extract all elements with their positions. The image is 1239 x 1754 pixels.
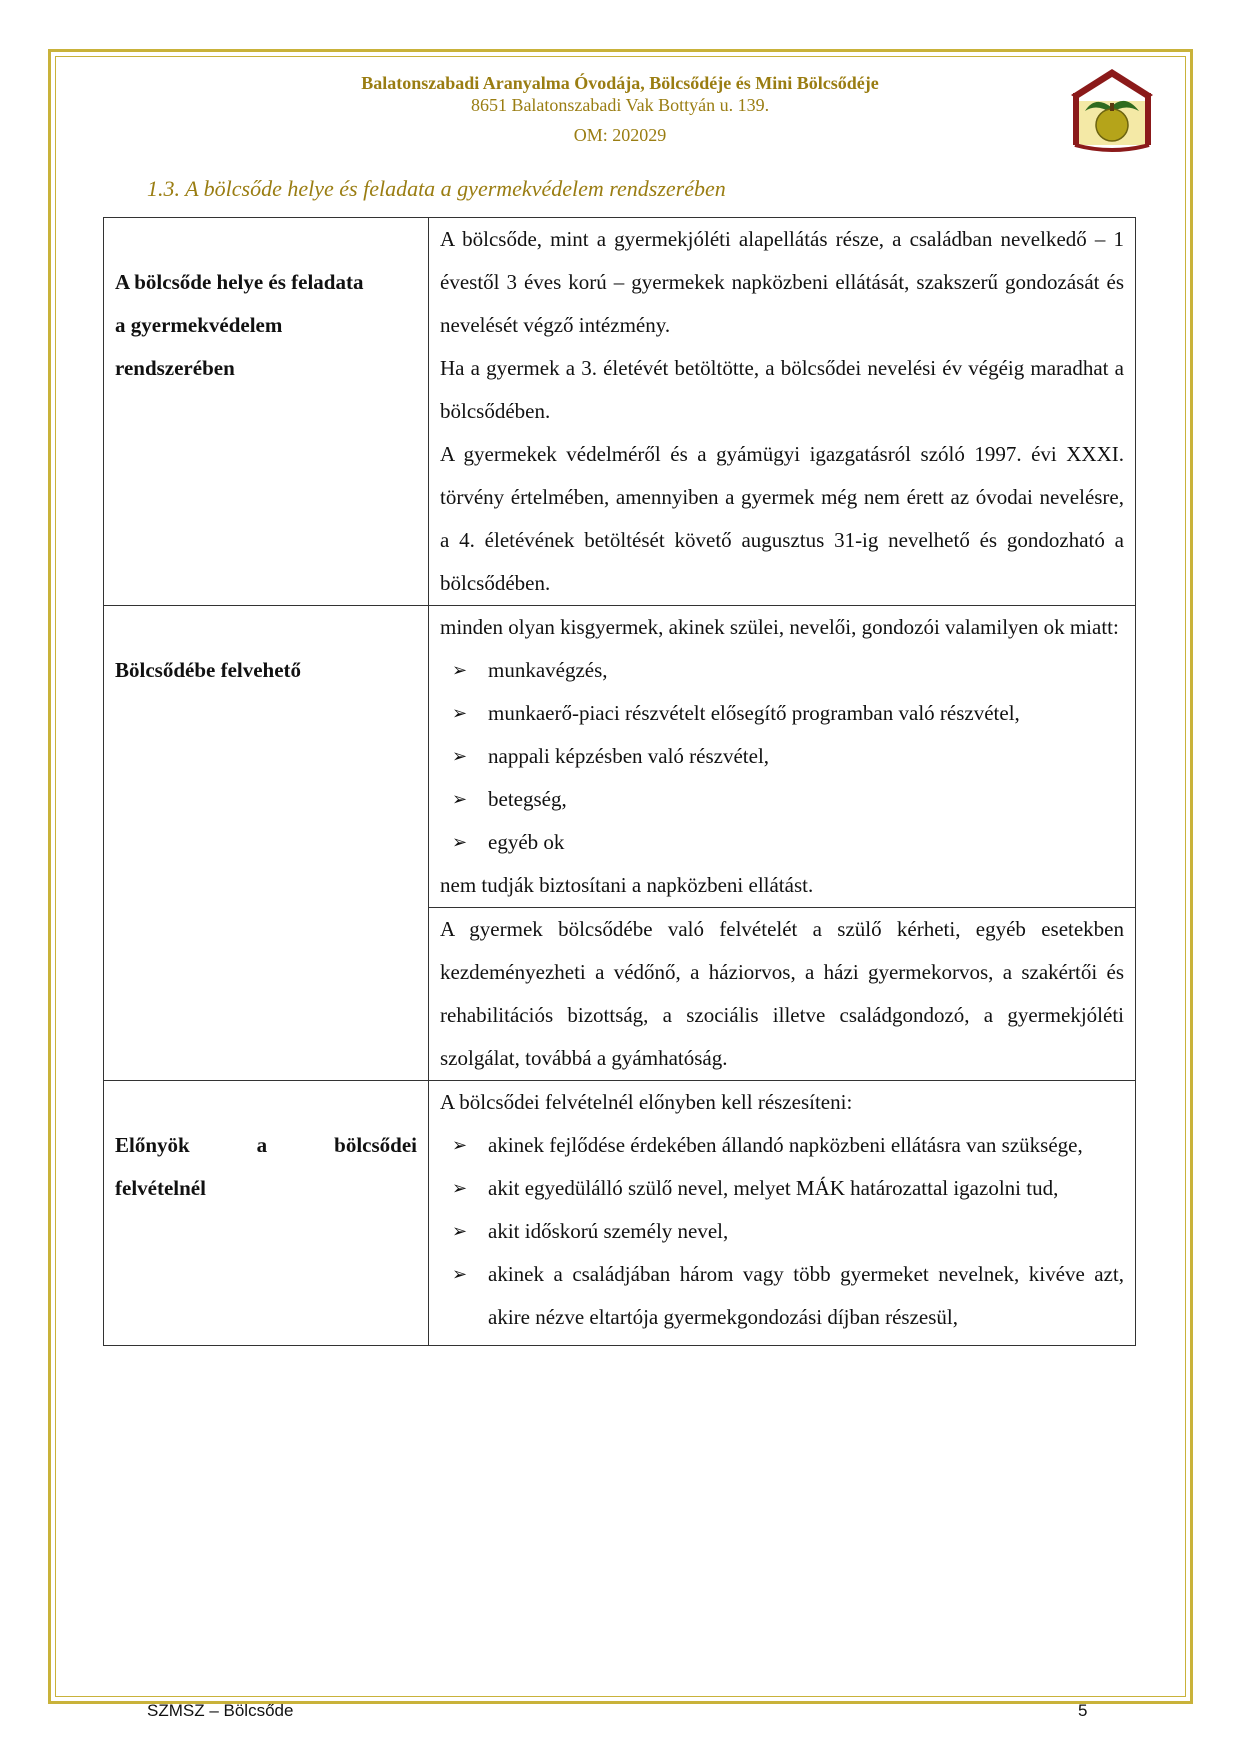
list-item: ➢ akinek fejlődése érdekében állandó napközbeni ellátásra van szüksége, (440, 1124, 1124, 1167)
list-item: ➢ munkavégzés, (440, 649, 1124, 692)
footer-page-number: 5 (1078, 1701, 1088, 1720)
row-label (104, 1081, 429, 1346)
row-content (429, 1081, 1136, 1346)
arrow-bullet-icon: ➢ (452, 1221, 468, 1242)
list-item: ➢ egyéb ok (440, 821, 1124, 864)
row-content (429, 908, 1136, 1081)
row-label (104, 606, 429, 1081)
row-label (104, 218, 429, 606)
paragraph: minden olyan kisgyermek, akinek szülei, nevelői, gondozói valamilyen ok miatt: (440, 615, 1119, 639)
table-row (104, 606, 1136, 908)
section-title: 1.3. A bölcsőde helye és feladata a gyermekvédelem rendszerében (147, 176, 726, 201)
om-number: OM: 202029 (573, 125, 667, 145)
arrow-bullet-icon: ➢ (452, 832, 468, 853)
bullet-list (440, 1124, 1124, 1339)
row-label-line: a gyermekvédelem (115, 313, 283, 337)
institution-address: 8651 Balatonszabadi Vak Bottyán u. 139. (470, 95, 770, 115)
arrow-bullet-icon: ➢ (452, 746, 468, 767)
apple-house-logo-icon (1065, 63, 1159, 153)
paragraph: A gyermekek védelméről és a gyámügyi igazgatásról szóló 1997. évi XXXI. törvény értelmében, amennyiben a gyermek még nem érett az óvodai nevelésre, a 4. életévének betöltését követő augusztus 31-ig nevelhető és gondozható a bölcsődében. (440, 442, 1124, 595)
arrow-bullet-icon: ➢ (452, 1135, 468, 1156)
row-label-text: Bölcsődébe felvehető (115, 658, 302, 682)
info-table (103, 217, 1136, 1346)
paragraph: A bölcsődei felvételnél előnyben kell részesíteni: (440, 1090, 853, 1114)
row-label-line: rendszerében (115, 356, 235, 380)
arrow-bullet-icon: ➢ (452, 660, 468, 681)
row-label-line: felvételnél (115, 1176, 206, 1200)
row-content (429, 218, 1136, 606)
institution-name: Balatonszabadi Aranyalma Óvodája, Bölcsődéje és Mini Bölcsődéje (361, 73, 879, 93)
arrow-bullet-icon: ➢ (452, 1178, 468, 1199)
row-label-line: A bölcsőde helye és feladata (115, 270, 364, 294)
arrow-bullet-icon: ➢ (452, 1264, 468, 1285)
paragraph: A bölcsőde, mint a gyermekjóléti alapellátás része, a családban nevelkedő – 1 évestől 3 éves korú – gyermekek napközbeni ellátását, szakszerű gondozását és nevelését végző intézmény. (440, 227, 1124, 337)
paragraph: nem tudják biztosítani a napközbeni ellátást. (440, 873, 814, 897)
list-item: ➢ akit időskorú személy nevel, (440, 1210, 1124, 1253)
row-label-line: Előnyök a bölcsődei (115, 1133, 417, 1157)
page-header (200, 72, 1040, 146)
row-content (429, 606, 1136, 908)
bullet-list (440, 649, 1124, 864)
paragraph: Ha a gyermek a 3. életévét betöltötte, a bölcsődei nevelési év végéig maradhat a bölcsődében. (440, 356, 1124, 423)
list-item: ➢ betegség, (440, 778, 1124, 821)
table-row (104, 1081, 1136, 1346)
arrow-bullet-icon: ➢ (452, 789, 468, 810)
arrow-bullet-icon: ➢ (452, 703, 468, 724)
paragraph: A gyermek bölcsődébe való felvételét a szülő kérheti, egyéb esetekben kezdeményezheti a védőnő, a háziorvos, a házi gyermekorvos, a szakértői és rehabilitációs bizottság, a szociális illetve családgondozó, a gyermekjóléti szolgálat, továbbá a gyámhatóság. (440, 917, 1124, 1070)
list-item: ➢ akinek a családjában három vagy több gyermeket nevelnek, kivéve azt, akire nézve eltartója gyermekgondozási díjban részesül, (440, 1253, 1124, 1339)
list-item: ➢ akit egyedülálló szülő nevel, melyet MÁK határozattal igazolni tud, (440, 1167, 1124, 1210)
list-item: ➢ munkaerő-piaci részvételt elősegítő programban való részvétel, (440, 692, 1124, 735)
footer-document-name: SZMSZ – Bölcsőde (147, 1701, 294, 1720)
list-item: ➢ nappali képzésben való részvétel, (440, 735, 1124, 778)
table-row (104, 218, 1136, 606)
